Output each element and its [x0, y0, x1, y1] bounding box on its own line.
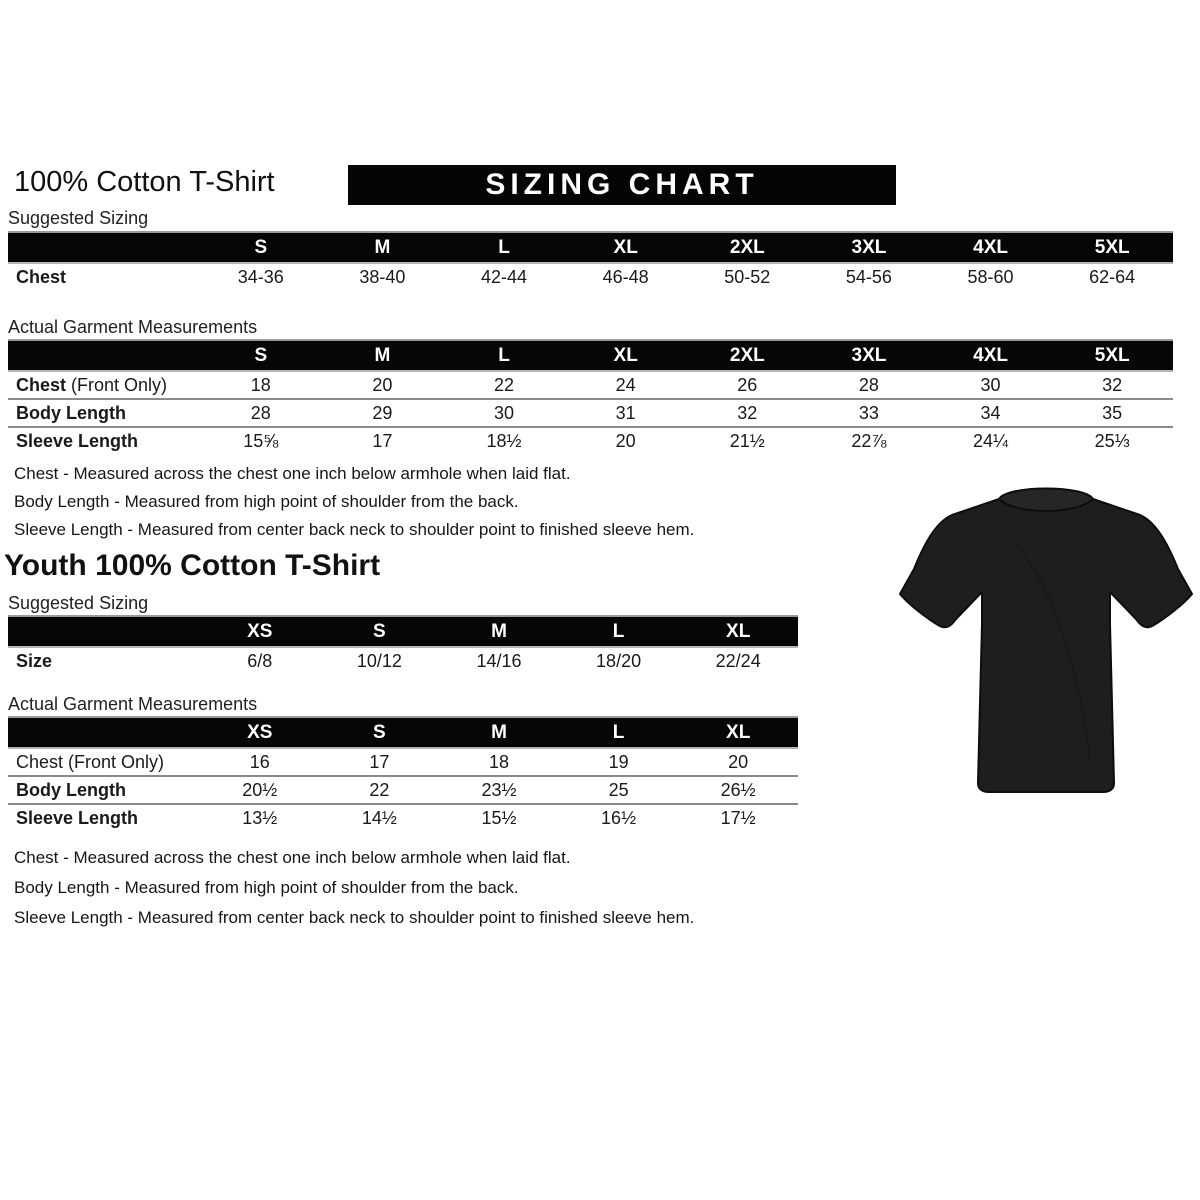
measurement-cell: 17 — [372, 431, 393, 451]
size-column-header: 2XL — [687, 232, 809, 263]
measurement-cell: 50-52 — [724, 267, 771, 287]
measurement-cell: 24 — [615, 374, 636, 395]
measurement-cell: 6/8 — [247, 651, 273, 671]
tshirt-image — [895, 472, 1197, 810]
size-column-header: M — [439, 717, 559, 748]
size-column-header: XS — [200, 717, 320, 748]
row-label: Body Length — [16, 402, 126, 423]
size-column-header: L — [443, 232, 565, 263]
size-column-header: 4XL — [930, 232, 1052, 263]
size-column-header: 3XL — [808, 232, 930, 263]
measurement-cell: 18 — [488, 751, 509, 772]
measurement-cell: 28 — [250, 402, 271, 423]
measurement-cell: 32 — [1102, 374, 1123, 395]
size-column-header: M — [322, 340, 444, 371]
size-column-header: L — [559, 717, 679, 748]
measurement-cell: 54-56 — [845, 267, 892, 287]
youth-note-chest: Chest - Measured across the chest one inch below armhole when laid flat. — [14, 848, 571, 867]
measurement-cell: 19 — [608, 751, 629, 772]
measurement-cell: 22/24 — [715, 651, 761, 671]
sizing-chart-banner — [348, 165, 896, 205]
row-label-column-header — [8, 616, 200, 647]
size-column-header: S — [200, 232, 322, 263]
table-row — [8, 776, 798, 804]
measurement-cell: 16½ — [601, 808, 637, 828]
adult-suggested-table — [8, 231, 1173, 291]
size-column-header: M — [439, 616, 559, 647]
measurement-cell: 17 — [369, 751, 390, 772]
measurement-cell: 23½ — [481, 779, 517, 800]
table-row — [8, 263, 1173, 291]
size-column-header: 2XL — [687, 340, 809, 371]
measurement-cell: 14/16 — [476, 651, 522, 671]
size-column-header: XL — [678, 717, 798, 748]
adult-title: 100% Cotton T-Shirt — [14, 166, 275, 198]
measurement-cell: 32 — [737, 402, 758, 423]
measurement-cell: 10/12 — [356, 651, 402, 671]
youth-suggested-label: Suggested Sizing — [8, 593, 149, 613]
adult-suggested-label: Suggested Sizing — [8, 208, 149, 228]
row-label: Chest (Front Only) — [16, 374, 168, 395]
measurement-cell: 17½ — [720, 808, 756, 828]
youth-note-body: Body Length - Measured from high point of shoulder from the back. — [14, 878, 519, 897]
measurement-cell: 42-44 — [481, 267, 528, 287]
size-column-header: XS — [200, 616, 320, 647]
youth-measurement-notes — [14, 843, 694, 933]
adult-note-sleeve: Sleeve Length - Measured from center back neck to shoulder point to finished sleeve hem. — [14, 520, 695, 539]
size-column-header: L — [443, 340, 565, 371]
size-column-header: 5XL — [1051, 232, 1173, 263]
row-label: Chest (Front Only) — [16, 751, 165, 772]
youth-title: Youth 100% Cotton T-Shirt — [4, 549, 381, 582]
measurement-cell: 20½ — [242, 779, 278, 800]
row-label: Size — [16, 651, 53, 671]
row-label-column-header — [8, 340, 200, 371]
row-label: Sleeve Length — [16, 431, 139, 451]
measurement-cell: 35 — [1102, 402, 1123, 423]
measurement-cell: 20 — [372, 374, 393, 395]
table-row — [8, 427, 1173, 455]
measurement-cell: 13½ — [242, 808, 278, 828]
measurement-cell: 29 — [372, 402, 393, 423]
row-label: Chest — [16, 267, 67, 287]
measurement-cell: 26½ — [720, 779, 756, 800]
adult-note-body: Body Length - Measured from high point of shoulder from the back. — [14, 492, 519, 511]
measurement-cell: 20 — [615, 431, 636, 451]
row-label: Sleeve Length — [16, 808, 139, 828]
measurement-cell: 20 — [728, 751, 749, 772]
measurement-cell: 15⅝ — [243, 431, 279, 451]
size-column-header: 3XL — [808, 340, 930, 371]
row-label-column-header — [8, 717, 200, 748]
row-label-column-header — [8, 232, 200, 263]
size-column-header: XL — [565, 340, 687, 371]
measurement-cell: 34-36 — [237, 267, 284, 287]
measurement-cell: 21½ — [729, 431, 765, 451]
measurement-cell: 28 — [858, 374, 879, 395]
table-row — [8, 804, 798, 832]
measurement-cell: 58-60 — [967, 267, 1014, 287]
table-row — [8, 647, 798, 675]
measurement-cell: 16 — [249, 751, 270, 772]
table-row — [8, 371, 1173, 399]
table-row — [8, 399, 1173, 427]
size-column-header: S — [320, 616, 440, 647]
adult-measurement-notes — [14, 460, 694, 544]
size-column-header: S — [320, 717, 440, 748]
measurement-cell: 18/20 — [596, 651, 642, 671]
tshirt-body-shape — [900, 499, 1192, 792]
measurement-cell: 15½ — [481, 808, 517, 828]
measurement-cell: 24¼ — [973, 431, 1009, 451]
youth-suggested-table — [8, 615, 798, 675]
size-column-header: 5XL — [1051, 340, 1173, 371]
adult-actual-label: Actual Garment Measurements — [8, 317, 258, 337]
youth-actual-label: Actual Garment Measurements — [8, 694, 258, 714]
measurement-cell: 18½ — [486, 431, 522, 451]
measurement-cell: 26 — [737, 374, 758, 395]
measurement-cell: 34 — [980, 402, 1001, 423]
measurement-cell: 46-48 — [602, 267, 649, 287]
measurement-cell: 33 — [858, 402, 879, 423]
measurement-cell: 22⅞ — [851, 431, 887, 451]
measurement-cell: 25 — [608, 779, 629, 800]
row-label: Body Length — [16, 779, 126, 800]
size-column-header: M — [322, 232, 444, 263]
measurement-cell: 25⅓ — [1094, 431, 1130, 451]
measurement-cell: 31 — [615, 402, 636, 423]
youth-actual-table — [8, 716, 798, 832]
measurement-cell: 22 — [494, 374, 515, 395]
measurement-cell: 14½ — [361, 808, 397, 828]
size-column-header: S — [200, 340, 322, 371]
tshirt-collar-shape — [999, 489, 1093, 512]
adult-actual-table — [8, 339, 1173, 455]
measurement-cell: 38-40 — [359, 267, 406, 287]
size-column-header: L — [559, 616, 679, 647]
measurement-cell: 30 — [980, 374, 1001, 395]
measurement-cell: 18 — [250, 374, 271, 395]
table-row — [8, 748, 798, 776]
measurement-cell: 22 — [369, 779, 390, 800]
size-column-header: XL — [565, 232, 687, 263]
sizing-chart-banner-text: SIZING CHART — [485, 168, 759, 201]
youth-note-sleeve: Sleeve Length - Measured from center back neck to shoulder point to finished sleeve hem. — [14, 908, 695, 927]
size-column-header: 4XL — [930, 340, 1052, 371]
measurement-cell: 62-64 — [1089, 267, 1136, 287]
size-column-header: XL — [678, 616, 798, 647]
measurement-cell: 30 — [494, 402, 515, 423]
adult-note-chest: Chest - Measured across the chest one inch below armhole when laid flat. — [14, 464, 571, 483]
